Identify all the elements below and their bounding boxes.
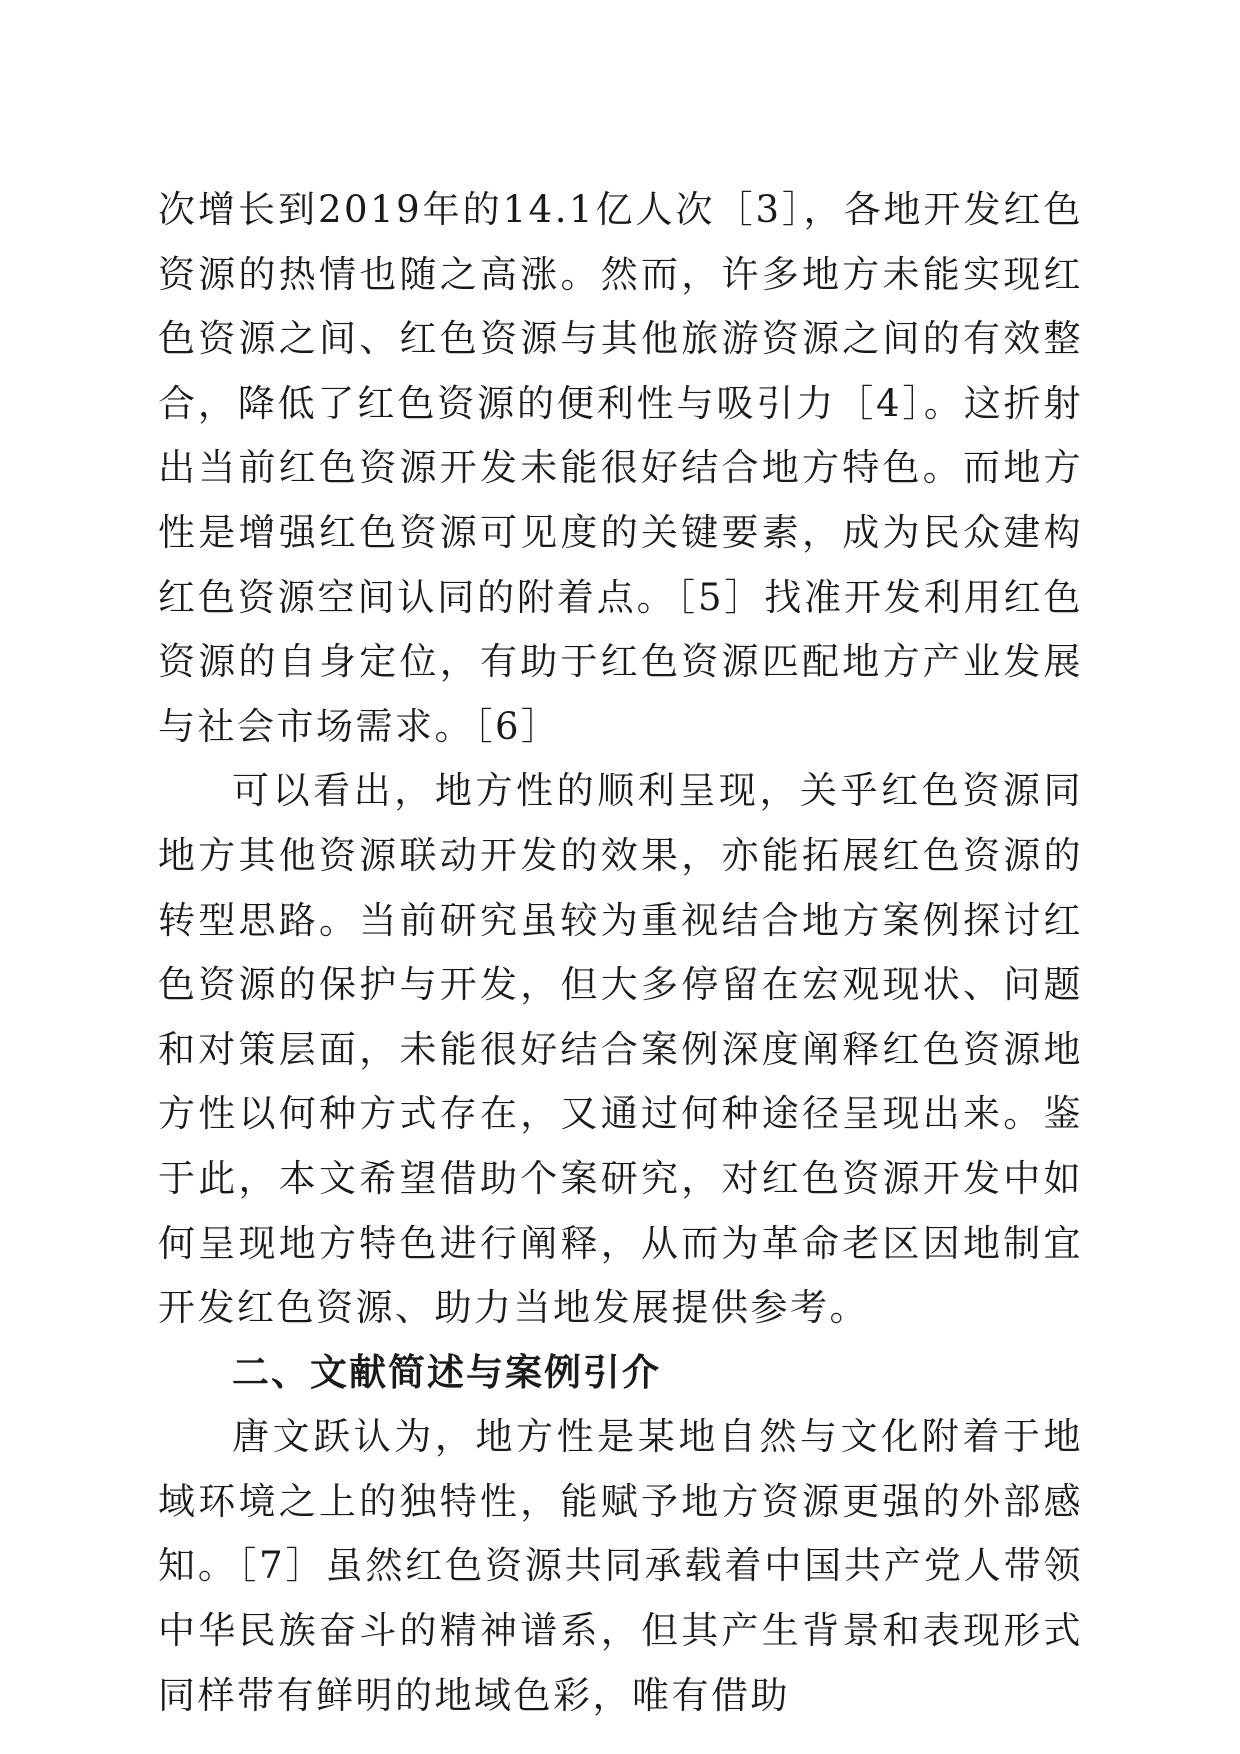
section-heading: 二、文献简述与案例引介 (232, 1350, 661, 1394)
paragraph-locality-summary: 可以看出，地方性的顺利呈现，关乎红色资源同地方其他资源联动开发的效果，亦能拓展红色资源的转型思路。当前研究虽较为重视结合地方案例探讨红色资源的保护与开发，但大多停留在宏观现状、问题和对策层面，未能很好结合案例深度阐释红色资源地方性以何种方式存在，又通过何种途径呈现出来。鉴于此，本文希望借助个案研究，对红色资源开发中如何呈现地方特色进行阐释，从而为革命老区因地制宜开发红色资源、助力当地发展提供参考。 (158, 769, 1083, 1330)
paragraph-literature-review: 唐文跃认为，地方性是某地自然与文化附着于地域环境之上的独特性，能赋予地方资源更强的外部感知。［7］虽然红色资源共同承载着中国共产党人带领中华民族奋斗的精神谱系，但其产生背景和表现形式同样带有鲜明的地域色彩，唯有借助 (158, 1415, 1083, 1717)
body-text (158, 178, 1083, 1728)
paragraph-continuation: 次增长到2019年的14.1亿人次［3］，各地开发红色资源的热情也随之高涨。然而，许多地方未能实现红色资源之间、红色资源与其他旅游资源之间的有效整合，降低了红色资源的便利性与吸引力［4］。这折射出当前红色资源开发未能很好结合地方特色。而地方性是增强红色资源可见度的关键要素，成为民众建构红色资源空间认同的附着点。［5］找准开发利用红色资源的自身定位，有助于红色资源匹配地方产业发展与社会市场需求。［6］ (158, 188, 1083, 748)
